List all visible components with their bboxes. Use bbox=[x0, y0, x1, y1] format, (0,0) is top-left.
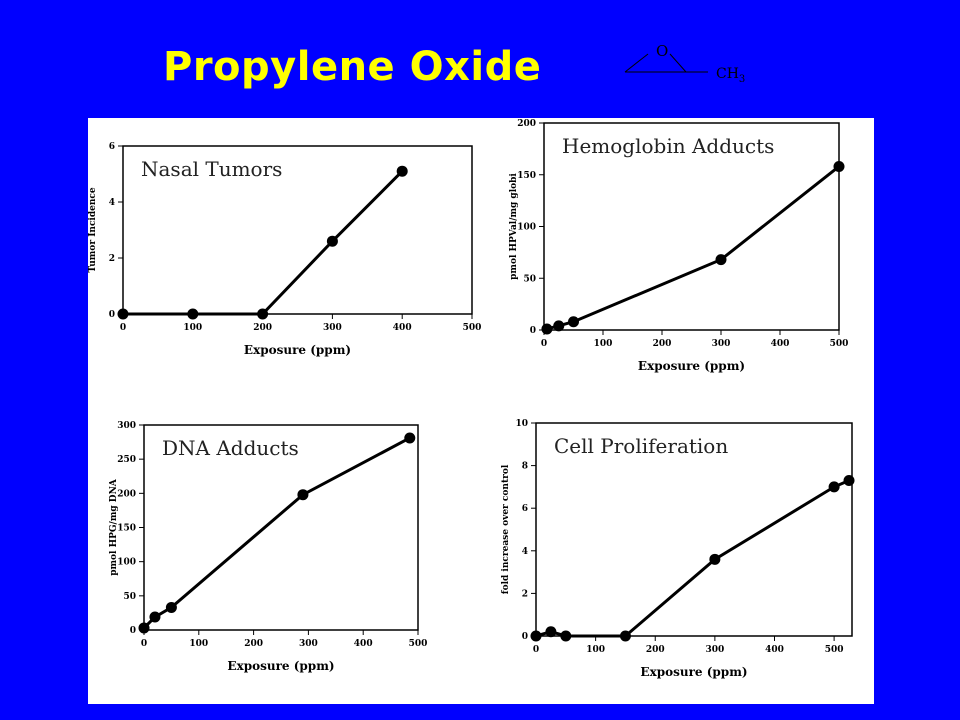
data-point bbox=[139, 622, 150, 633]
y-tick-label: 100 bbox=[117, 557, 136, 568]
y-axis-label: pmol HPG/mg DNA bbox=[109, 479, 119, 576]
y-tick-label: 100 bbox=[517, 222, 536, 233]
x-tick-label: 400 bbox=[353, 639, 373, 649]
y-axis-label: pmol HPVal/mg globi bbox=[509, 173, 519, 280]
x-axis-label: Exposure (ppm) bbox=[227, 659, 335, 673]
data-line bbox=[144, 438, 410, 628]
data-point bbox=[118, 309, 129, 320]
x-tick-label: 100 bbox=[183, 323, 203, 333]
x-tick-label: 0 bbox=[140, 639, 148, 649]
y-tick-label: 0 bbox=[129, 626, 136, 636]
x-tick-label: 300 bbox=[705, 645, 725, 655]
x-axis-label: Exposure (ppm) bbox=[637, 359, 746, 373]
propylene-oxide-structure bbox=[620, 40, 780, 90]
x-tick-label: 200 bbox=[652, 339, 672, 349]
x-tick-label: 100 bbox=[593, 339, 613, 349]
data-point bbox=[166, 602, 177, 613]
epoxide-bond-right bbox=[670, 54, 686, 72]
y-tick-label: 300 bbox=[117, 421, 136, 431]
x-tick-label: 0 bbox=[119, 323, 127, 333]
chart-title: Cell Proliferation bbox=[554, 434, 729, 458]
slide-title: Propylene Oxide bbox=[163, 44, 542, 90]
data-point bbox=[709, 554, 720, 565]
data-point bbox=[545, 626, 556, 637]
y-tick-label: 4 bbox=[521, 546, 528, 557]
data-point bbox=[553, 320, 564, 331]
x-tick-label: 500 bbox=[408, 639, 428, 649]
y-tick-label: 200 bbox=[117, 489, 136, 500]
x-tick-label: 400 bbox=[765, 645, 784, 655]
y-tick-label: 150 bbox=[517, 170, 536, 181]
chart-title: Hemoglobin Adducts bbox=[562, 134, 775, 158]
data-point bbox=[834, 161, 845, 172]
y-tick-label: 150 bbox=[117, 523, 136, 534]
x-tick-label: 0 bbox=[532, 645, 540, 655]
data-point bbox=[716, 254, 727, 265]
x-tick-label: 500 bbox=[462, 323, 482, 333]
y-axis-label: fold increase over control bbox=[501, 464, 511, 595]
x-tick-label: 200 bbox=[253, 323, 272, 333]
epoxide-bond-left bbox=[625, 54, 648, 72]
x-tick-label: 500 bbox=[829, 339, 849, 349]
data-point bbox=[829, 481, 840, 492]
x-tick-label: 400 bbox=[392, 323, 412, 333]
x-tick-label: 300 bbox=[323, 323, 342, 333]
x-tick-label: 100 bbox=[586, 645, 606, 655]
data-point bbox=[257, 309, 268, 320]
data-point bbox=[568, 316, 579, 327]
y-tick-label: 4 bbox=[108, 198, 115, 208]
methyl-group-label: $CH_3$ bbox=[716, 66, 746, 85]
y-tick-label: 6 bbox=[521, 504, 528, 515]
data-point bbox=[187, 309, 198, 320]
x-tick-label: 300 bbox=[299, 639, 318, 649]
data-point bbox=[541, 323, 552, 334]
chart-title: DNA Adducts bbox=[162, 436, 299, 460]
x-tick-label: 0 bbox=[540, 339, 548, 349]
y-tick-label: 6 bbox=[108, 142, 115, 152]
y-tick-label: 50 bbox=[523, 274, 536, 285]
x-tick-label: 200 bbox=[244, 639, 263, 649]
y-tick-label: 0 bbox=[521, 632, 528, 642]
chart-dna-adducts bbox=[109, 421, 427, 673]
x-axis-label: Exposure (ppm) bbox=[640, 665, 748, 679]
x-tick-label: 500 bbox=[824, 645, 844, 655]
y-tick-label: 2 bbox=[521, 589, 528, 600]
chart-nasal-tumors bbox=[88, 142, 481, 357]
chart-title: Nasal Tumors bbox=[141, 157, 283, 181]
data-point bbox=[560, 631, 571, 642]
y-tick-label: 10 bbox=[515, 419, 528, 429]
data-point bbox=[327, 236, 338, 247]
y-tick-label: 200 bbox=[517, 119, 536, 129]
data-line bbox=[123, 171, 402, 314]
figure-svg bbox=[88, 118, 874, 704]
data-point bbox=[404, 432, 415, 443]
data-line bbox=[536, 481, 849, 636]
y-tick-label: 50 bbox=[123, 591, 136, 602]
data-point bbox=[397, 166, 408, 177]
x-tick-label: 200 bbox=[645, 645, 665, 655]
data-point bbox=[531, 631, 542, 642]
y-tick-label: 0 bbox=[529, 326, 536, 336]
y-tick-label: 250 bbox=[117, 455, 136, 466]
data-point bbox=[844, 475, 855, 486]
chart-hemoglobin-adducts bbox=[509, 119, 848, 373]
data-line bbox=[547, 166, 839, 328]
y-tick-label: 2 bbox=[108, 254, 115, 264]
chart-cell-proliferation bbox=[501, 419, 855, 679]
x-tick-label: 300 bbox=[711, 339, 731, 349]
y-tick-label: 0 bbox=[108, 310, 115, 320]
y-axis-label: Tumor Incidence bbox=[88, 187, 98, 273]
x-tick-label: 400 bbox=[770, 339, 790, 349]
oxygen-atom-label: O bbox=[656, 42, 669, 60]
y-tick-label: 8 bbox=[521, 461, 528, 472]
data-point bbox=[297, 489, 308, 500]
figure-panel bbox=[88, 118, 874, 704]
x-axis-label: Exposure (ppm) bbox=[243, 343, 352, 357]
x-tick-label: 100 bbox=[189, 639, 209, 649]
data-point bbox=[620, 631, 631, 642]
data-point bbox=[149, 612, 160, 623]
